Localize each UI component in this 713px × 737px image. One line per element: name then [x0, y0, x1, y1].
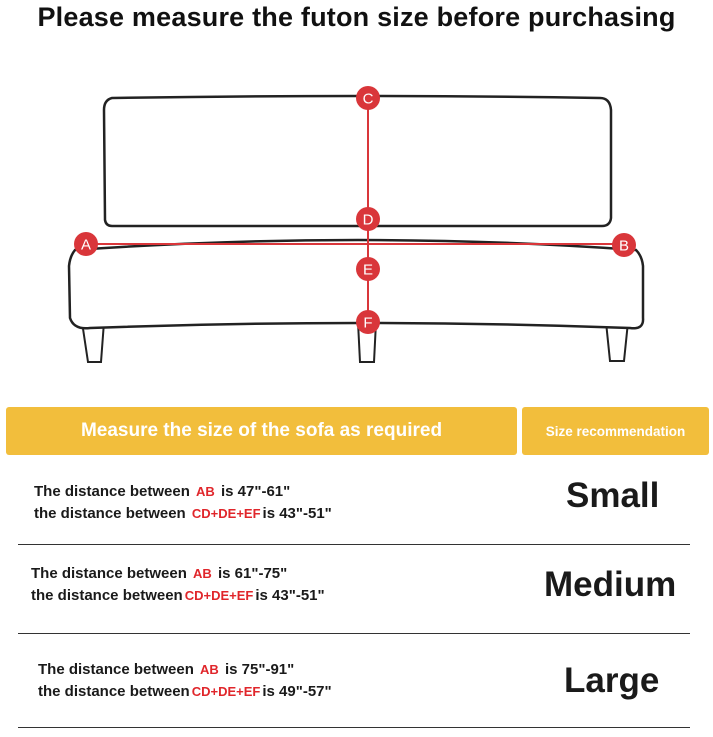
point-d-marker	[356, 207, 380, 231]
row-large-line1	[38, 659, 294, 681]
row-medium-line1-value: is 61"-75"	[218, 565, 288, 582]
point-d-label: D	[362, 211, 374, 229]
row-small-line2-code: CD+DE+EF	[191, 506, 261, 521]
row-small-line1-code: AB	[196, 484, 215, 499]
row-medium-line2-value: is 43"-51"	[255, 587, 325, 604]
row-small-line2	[34, 503, 332, 525]
point-e-marker	[356, 257, 380, 281]
point-a-label: A	[80, 236, 92, 254]
row-large-line1-code: AB	[200, 662, 219, 677]
row-small-line1-prefix: The distance between	[34, 483, 190, 500]
point-b-marker	[612, 233, 636, 257]
row-large-line2-code: CD+DE+EF	[191, 684, 261, 699]
row-medium-line2-prefix: the distance between	[31, 587, 183, 604]
point-e-label: E	[362, 261, 374, 279]
point-b-label: B	[618, 237, 630, 255]
size-medium: Medium	[544, 565, 677, 604]
point-c-marker	[356, 86, 380, 110]
row-large-line2-prefix: the distance between	[38, 683, 190, 700]
size-small: Small	[566, 476, 660, 515]
row-medium-line2	[31, 585, 325, 607]
futon-backrest	[104, 96, 611, 226]
row-large-line1-value: is 75"-91"	[225, 661, 295, 678]
row-medium-line1-code: AB	[193, 566, 212, 581]
row-medium-line2-code: CD+DE+EF	[184, 588, 254, 603]
measure-header: Measure the size of the sofa as required	[6, 407, 517, 455]
row-small-line2-prefix: the distance between	[34, 505, 186, 522]
row-medium-line1	[31, 563, 287, 585]
row-small-line2-value: is 43"-51"	[262, 505, 332, 522]
row-large-line2	[38, 681, 332, 703]
row-divider	[18, 544, 690, 545]
futon-diagram	[0, 60, 713, 380]
size-recommendation-header: Size recommendation	[522, 407, 709, 455]
futon-seat	[69, 237, 643, 328]
row-divider	[18, 727, 690, 728]
point-c-label: C	[362, 90, 374, 108]
point-f-marker	[356, 310, 380, 334]
row-small-line1	[34, 481, 290, 503]
row-large-line1-prefix: The distance between	[38, 661, 194, 678]
row-medium-line1-prefix: The distance between	[31, 565, 187, 582]
row-large-line2-value: is 49"-57"	[262, 683, 332, 700]
point-f-label: F	[363, 314, 373, 332]
size-large: Large	[564, 661, 660, 700]
row-small-line1-value: is 47"-61"	[221, 483, 291, 500]
page-title: Please measure the futon size before purchasing	[37, 2, 676, 32]
row-divider	[18, 633, 690, 634]
point-a-marker	[74, 232, 98, 256]
